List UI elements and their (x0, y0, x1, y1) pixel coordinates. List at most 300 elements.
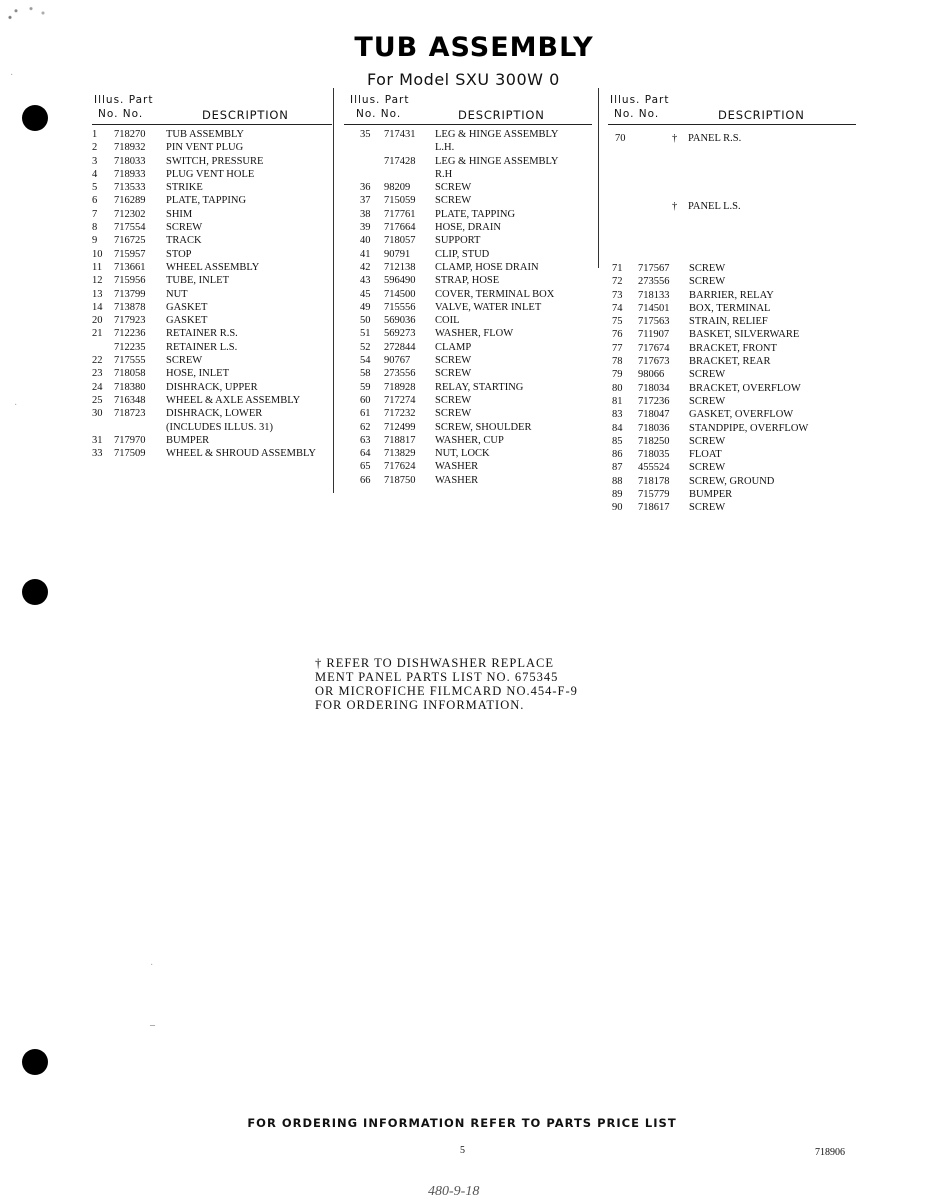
illus-number: 65 (360, 461, 371, 473)
illus-number: 60 (360, 394, 371, 406)
part-row (92, 234, 332, 247)
part-description: SUPPORT (435, 235, 481, 247)
part-description: BOX, TERMINAL (689, 302, 771, 314)
part-row (608, 422, 856, 435)
illus-number: 50 (360, 315, 371, 327)
illus-number: 31 (92, 434, 103, 446)
part-description: STRAIN, RELIEF (689, 316, 768, 328)
column-header (344, 92, 592, 128)
part-number: 718035 (638, 449, 670, 461)
part-description: SCREW (689, 502, 726, 514)
part-description: STRIKE (166, 182, 203, 194)
part-description: WHEEL ASSEMBLY (166, 261, 260, 273)
binder-hole-top (22, 105, 48, 131)
part-row (92, 261, 332, 274)
part-row (92, 381, 332, 394)
illus-number: 64 (360, 448, 371, 460)
part-row (344, 248, 592, 261)
part-number: 718933 (114, 168, 146, 180)
part-description: COVER, TERMINAL BOX (435, 288, 555, 300)
part-description: SCREW (166, 222, 203, 234)
part-number: 717509 (114, 448, 146, 460)
part-row (92, 141, 332, 154)
part-row (608, 488, 856, 501)
part-row (608, 435, 856, 448)
part-number: 272844 (384, 341, 416, 353)
part-description: BUMPER (689, 489, 733, 501)
part-description: SCREW (689, 263, 726, 274)
header-description: DESCRIPTION (458, 108, 545, 122)
part-number: 717923 (114, 315, 146, 327)
dagger-mark: † (672, 133, 678, 144)
header-rule (92, 124, 332, 125)
part-description: SCREW (435, 182, 472, 194)
part-number: 718034 (638, 382, 670, 394)
illus-number: 62 (360, 421, 371, 433)
part-description: SCREW (435, 195, 472, 207)
part-number: 717236 (638, 395, 670, 407)
part-number: 715956 (114, 275, 146, 287)
page-number: 5 (460, 1145, 465, 1156)
part-number: 712236 (114, 328, 146, 340)
part-number: 717970 (114, 434, 146, 446)
part-number: 712302 (114, 208, 146, 220)
part-row (608, 342, 856, 355)
part-description: SCREW (689, 369, 726, 381)
ordering-footer: FOR ORDERING INFORMATION REFER TO PARTS PRICE LIST (247, 1116, 677, 1130)
illus-number: 80 (612, 382, 623, 394)
note-line: † REFER TO DISHWASHER REPLACE (315, 656, 554, 670)
part-number: 713878 (114, 301, 146, 313)
part-description: HOSE, INLET (166, 368, 229, 380)
part-description: WHEEL & SHROUD ASSEMBLY (166, 448, 316, 460)
part-number: 717555 (114, 355, 146, 367)
part-number: 712235 (114, 341, 146, 353)
note-line: OR MICROFICHE FILMCARD NO.454-F-9 (315, 684, 578, 698)
part-number: 717674 (638, 342, 670, 354)
part-row (344, 341, 592, 354)
illus-number: 3 (92, 155, 98, 167)
part-number: 718250 (638, 435, 670, 447)
page-title: TUB ASSEMBLY (354, 32, 594, 63)
illus-number: 79 (612, 369, 623, 381)
part-description: SCREW (689, 276, 726, 288)
part-description: HOSE, DRAIN (435, 222, 501, 234)
part-number: 711907 (638, 329, 670, 341)
column-divider-1 (333, 88, 334, 493)
part-row (344, 394, 592, 407)
part-row (608, 382, 856, 395)
part-number: 90767 (384, 355, 411, 367)
part-number: 713661 (114, 261, 146, 273)
part-number: 717567 (638, 263, 670, 274)
header-no: No. No. (98, 108, 144, 120)
illus-number: 21 (92, 328, 103, 340)
part-description: SCREW (435, 368, 472, 380)
part-number: 569036 (384, 315, 416, 327)
illus-number: 90 (612, 502, 623, 514)
part-number: 718058 (114, 368, 146, 380)
part-row (608, 461, 856, 474)
scan-speckle (4, 2, 64, 24)
part-description: RETAINER L.S. (166, 341, 238, 353)
part-number: 717664 (384, 222, 416, 234)
part-row (92, 434, 332, 447)
part-row (92, 181, 332, 194)
part-number: 717232 (384, 408, 416, 420)
part-number: 715779 (638, 489, 670, 501)
illus-number: 70 (615, 133, 626, 144)
column-header (608, 92, 856, 128)
part-row (608, 355, 856, 368)
part-row (92, 168, 332, 181)
illus-number: 74 (612, 302, 623, 314)
part-description: L.H. (435, 142, 455, 154)
part-number: 718617 (638, 502, 670, 514)
part-number: 715059 (384, 195, 416, 207)
part-number: 718932 (114, 142, 146, 154)
part-description: COIL (435, 315, 460, 327)
illus-number: 89 (612, 489, 623, 501)
illus-number: 6 (92, 195, 98, 207)
part-row (608, 262, 856, 275)
part-description: SCREW, SHOULDER (435, 421, 532, 433)
part-description: STOP (166, 248, 192, 260)
part-description: PLATE, TAPPING (435, 208, 516, 220)
part-row (344, 274, 592, 287)
part-number: 717563 (638, 316, 670, 328)
part-description: BASKET, SILVERWARE (689, 329, 800, 341)
illus-number: 76 (612, 329, 623, 341)
part-number: 717624 (384, 461, 416, 473)
part-number: 596490 (384, 275, 416, 287)
part-number: 90791 (384, 248, 411, 260)
parts-column-3 (608, 92, 856, 515)
part-row (92, 354, 332, 367)
part-number: 718270 (114, 129, 146, 140)
part-description: PIN VENT PLUG (166, 142, 244, 154)
part-row (344, 168, 592, 181)
part-row (608, 448, 856, 461)
part-row (608, 275, 856, 288)
dagger-footnote (315, 656, 578, 712)
part-number: 718380 (114, 381, 146, 393)
part-row (344, 141, 592, 154)
part-row (92, 208, 332, 221)
part-number: 714501 (638, 302, 670, 314)
part-row (608, 408, 856, 421)
part-description: BRACKET, FRONT (689, 342, 777, 354)
illus-number: 85 (612, 435, 623, 447)
part-row (344, 234, 592, 247)
illus-number: 54 (360, 355, 371, 367)
header-rule (344, 124, 592, 125)
illus-number: 39 (360, 222, 371, 234)
illus-number: 87 (612, 462, 623, 474)
part-description: RELAY, STARTING (435, 381, 524, 393)
part-number: 716348 (114, 394, 146, 406)
part-description: GASKET (166, 315, 208, 327)
illus-number: 51 (360, 328, 371, 340)
part-description: CLIP, STUD (435, 248, 490, 260)
part-description: WASHER, CUP (435, 434, 504, 446)
part-description: PLATE, TAPPING (166, 195, 247, 207)
part-description: BRACKET, REAR (689, 356, 771, 368)
illus-number: 81 (612, 395, 623, 407)
part-row (344, 128, 592, 141)
part-number: 718928 (384, 381, 416, 393)
part-number: 455524 (638, 462, 670, 474)
part-row (92, 447, 332, 460)
part-row (344, 155, 592, 168)
part-description: FLOAT (689, 449, 722, 461)
part-number: 718057 (384, 235, 416, 247)
illus-number: 52 (360, 341, 371, 353)
part-description: RETAINER R.S. (166, 328, 238, 340)
dagger-mark: † (672, 201, 678, 212)
part-description: BARRIER, RELAY (689, 289, 774, 301)
part-row (92, 274, 332, 287)
part-description: SCREW (689, 462, 726, 474)
part-description: SCREW (689, 395, 726, 407)
part-row (608, 315, 856, 328)
illus-number: 23 (92, 368, 103, 380)
part-row (608, 289, 856, 302)
part-description: VALVE, WATER INLET (435, 301, 542, 313)
part-description: SCREW (689, 435, 726, 447)
part-number: 718723 (114, 408, 146, 420)
part-row (608, 395, 856, 408)
scan-mark: · (14, 400, 18, 411)
illus-number: 38 (360, 208, 371, 220)
illus-number: 59 (360, 381, 371, 393)
part-number: 713829 (384, 448, 416, 460)
part-row (92, 155, 332, 168)
illus-number: 10 (92, 248, 103, 260)
part-row (92, 301, 332, 314)
scan-mark: · (150, 960, 154, 971)
part-description: SWITCH, PRESSURE (166, 155, 264, 167)
illus-number: 66 (360, 474, 371, 486)
part-row (344, 288, 592, 301)
illus-number: 71 (612, 263, 623, 274)
illus-number: 35 (360, 129, 371, 140)
part-number: 718133 (638, 289, 670, 301)
illus-number: 30 (92, 408, 103, 420)
model-subtitle: For Model SXU 300W 0 (367, 70, 560, 89)
part-description: STRAP, HOSE (435, 275, 500, 287)
part-row (92, 288, 332, 301)
part-description: GASKET, OVERFLOW (689, 409, 794, 421)
illus-number: 37 (360, 195, 371, 207)
part-number: 713799 (114, 288, 146, 300)
part-description: LEG & HINGE ASSEMBLY (435, 155, 559, 167)
part-number: 717274 (384, 394, 416, 406)
part-row (344, 447, 592, 460)
illus-number: 1 (92, 129, 98, 140)
part-row (92, 367, 332, 380)
part-description: CLAMP, HOSE DRAIN (435, 261, 539, 273)
binder-hole-middle (22, 579, 48, 605)
illus-number: 8 (92, 222, 98, 234)
part-row (92, 327, 332, 340)
part-description: STANDPIPE, OVERFLOW (689, 422, 809, 434)
illus-number: 14 (92, 301, 103, 313)
part-row (344, 314, 592, 327)
illus-number: 72 (612, 276, 623, 288)
column-divider-2 (598, 88, 599, 268)
part-row (344, 327, 592, 340)
illus-number: 7 (92, 208, 98, 220)
part-row (92, 248, 332, 261)
part-row (608, 368, 856, 381)
binder-hole-bottom (22, 1049, 48, 1075)
header-no: No. No. (614, 108, 660, 120)
part-description: DISHRACK, LOWER (166, 408, 263, 420)
part-description: TRACK (166, 235, 202, 247)
note-line: FOR ORDERING INFORMATION. (315, 698, 525, 712)
illus-number: 22 (92, 355, 103, 367)
part-description: NUT, LOCK (435, 448, 490, 460)
part-number: 717428 (384, 155, 416, 167)
illus-number: 43 (360, 275, 371, 287)
handwritten-note: 480-9-18 (428, 1184, 480, 1199)
part-row (344, 301, 592, 314)
part-description: WASHER (435, 474, 479, 486)
part-description: PLUG VENT HOLE (166, 168, 255, 180)
part-number: 273556 (384, 368, 416, 380)
illus-number: 13 (92, 288, 103, 300)
part-number: 716725 (114, 235, 146, 247)
part-number: 715957 (114, 248, 146, 260)
part-number: 716289 (114, 195, 146, 207)
part-description: CLAMP (435, 341, 472, 353)
illus-number: 42 (360, 261, 371, 273)
part-description: LEG & HINGE ASSEMBLY (435, 129, 559, 140)
illus-number: 24 (92, 381, 103, 393)
part-row (92, 421, 332, 434)
part-description: PANEL R.S. (688, 133, 742, 144)
part-row (608, 132, 856, 145)
illus-number: 40 (360, 235, 371, 247)
header-illus: Illus. Part (350, 94, 410, 106)
part-number: 718036 (638, 422, 670, 434)
part-row (608, 475, 856, 488)
scan-mark: · (10, 70, 14, 81)
illus-number: 5 (92, 182, 98, 194)
header-illus: Illus. Part (610, 94, 670, 106)
part-row (344, 407, 592, 420)
part-row (344, 181, 592, 194)
part-number: 717554 (114, 222, 146, 234)
illus-number: 20 (92, 315, 103, 327)
illus-number: 4 (92, 168, 98, 180)
illus-number: 25 (92, 394, 103, 406)
part-description: TUBE, INLET (166, 275, 229, 287)
part-description: WASHER (435, 461, 479, 473)
part-row (92, 394, 332, 407)
part-description: TUB ASSEMBLY (166, 129, 245, 140)
header-description: DESCRIPTION (718, 108, 805, 122)
illus-number: 9 (92, 235, 98, 247)
part-row (92, 194, 332, 207)
part-number: 569273 (384, 328, 416, 340)
part-number: 718033 (114, 155, 146, 167)
part-description: BRACKET, OVERFLOW (689, 382, 801, 394)
illus-number: 84 (612, 422, 623, 434)
header-illus: Illus. Part (94, 94, 154, 106)
part-number: 273556 (638, 276, 670, 288)
part-description: SCREW (435, 394, 472, 406)
part-number: 712499 (384, 421, 416, 433)
part-description: SCREW (166, 355, 203, 367)
document-number: 718906 (815, 1147, 845, 1158)
part-number: 717673 (638, 356, 670, 368)
part-description: SCREW, GROUND (689, 475, 775, 487)
illus-number: 11 (92, 261, 103, 273)
part-row (608, 501, 856, 514)
part-row (344, 474, 592, 487)
illus-number: 49 (360, 301, 371, 313)
part-row (344, 421, 592, 434)
part-number: 712138 (384, 261, 416, 273)
part-row (344, 194, 592, 207)
part-row (608, 328, 856, 341)
illus-number: 83 (612, 409, 623, 421)
part-description: SHIM (166, 208, 193, 220)
header-rule (608, 124, 856, 125)
part-row (344, 261, 592, 274)
part-row (608, 200, 856, 213)
part-row (92, 314, 332, 327)
illus-number: 78 (612, 356, 623, 368)
part-row (344, 354, 592, 367)
part-number: 718178 (638, 475, 670, 487)
part-row (344, 208, 592, 221)
part-number: 718750 (384, 474, 416, 486)
part-number: 718817 (384, 434, 416, 446)
panel-rows (608, 128, 856, 262)
part-description: GASKET (166, 301, 208, 313)
illus-number: 73 (612, 289, 623, 301)
part-row (344, 460, 592, 473)
illus-number: 12 (92, 275, 103, 287)
illus-number: 86 (612, 449, 623, 461)
part-description: WHEEL & AXLE ASSEMBLY (166, 394, 301, 406)
column-header (92, 92, 332, 128)
part-description: SCREW (435, 408, 472, 420)
part-row (344, 221, 592, 234)
part-row (92, 221, 332, 234)
part-number: 717761 (384, 208, 416, 220)
illus-number: 75 (612, 316, 623, 328)
illus-number: 33 (92, 448, 103, 460)
parts-column-1 (92, 92, 332, 460)
part-description: PANEL L.S. (688, 201, 741, 212)
part-description: R.H (435, 168, 453, 180)
part-row (92, 341, 332, 354)
part-description: WASHER, FLOW (435, 328, 514, 340)
note-line: MENT PANEL PARTS LIST NO. 675345 (315, 670, 559, 684)
part-number: 713533 (114, 182, 146, 194)
illus-number: 88 (612, 475, 623, 487)
parts-column-2 (344, 92, 592, 487)
part-row (608, 302, 856, 315)
part-number: 98066 (638, 369, 665, 381)
part-number: 98209 (384, 182, 411, 194)
part-number: 714500 (384, 288, 416, 300)
illus-number: 41 (360, 248, 371, 260)
